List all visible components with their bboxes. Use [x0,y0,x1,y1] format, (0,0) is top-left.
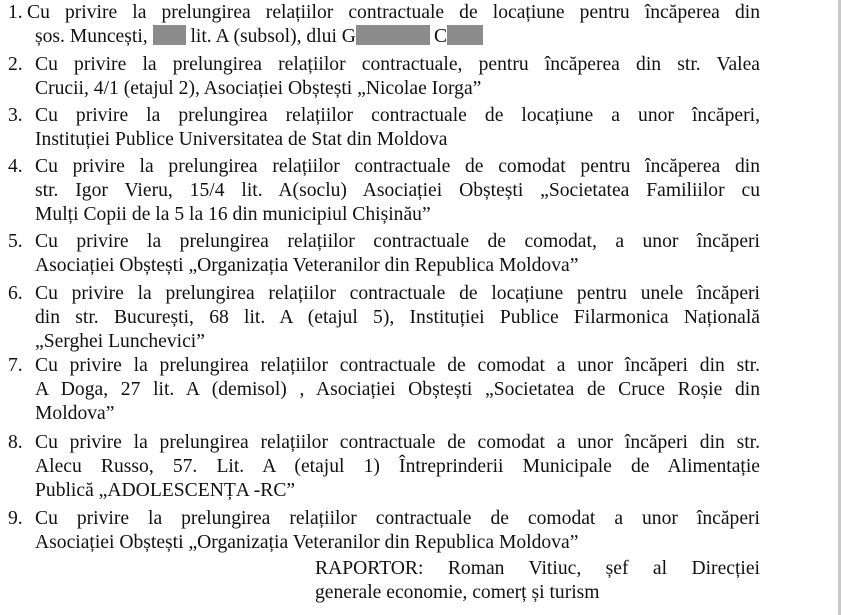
item-number: 6. [8,283,23,304]
item-text-line: „Serghei Lunchevici” [35,330,205,352]
item-text-line: Crucii, 4/1 (etajul 2), Asociației Obștești „Nicolae Iorga” [35,77,482,99]
item-number: 9. [8,508,23,529]
item-number: 7. [8,355,23,376]
item-text-line: Publică „ADOLESCENȚA -RC” [35,479,296,501]
item-number: 3. [8,105,23,126]
item-number: 8. [8,432,23,453]
item-text-line: Cu privire la prelungirea relațiilor contractuale de comodat a unor încăperi din str. [35,432,760,453]
list-item-3 [8,104,760,152]
list-item-7 [8,354,760,426]
item-text-line: Mulți Copii de la 5 la 16 din municipiul Chișinău” [35,203,431,225]
item-text-line: Cu privire la prelungirea relațiilor contractuale de locațiune pentru unele încăperi [35,283,760,304]
redaction-box [356,25,430,45]
item-text-line [8,25,760,49]
item-number: 2. [8,54,23,75]
redaction-box [447,25,483,45]
list-item-4 [8,155,760,227]
raportor-block [315,557,760,605]
list-item-2 [8,53,760,101]
list-item-8 [8,431,760,503]
item-number: 1. [8,2,23,23]
item-text-line: str. Igor Vieru, 15/4 lit. A(soclu) Asociației Obștești „Societatea Familiilor cu [35,179,760,201]
item-text-segment: șos. Muncești, [35,25,153,47]
list-item-6 [8,282,760,354]
raportor-line: RAPORTOR: Roman Vitiuc, șef al Direcției [315,558,760,579]
item-text-segment: lit. A (subsol), dlui G [190,25,356,47]
item-text-line: Cu privire la prelungirea relațiilor contractuale de locațiune a unor încăperi, [35,105,760,126]
item-text-line: Cu privire la prelungirea relațiilor contractuale de comodat, a unor încăperi [35,231,760,252]
item-text-line: din str. București, 68 lit. A (etajul 5), Instituției Publice Filarmonica Națională [35,306,760,328]
list-item-1 [8,1,760,49]
item-number: 4. [8,156,23,177]
item-text-line: Asociației Obștești „Organizația Veteranilor din Republica Moldova” [35,254,579,276]
item-text-line: Cu privire la prelungirea relațiilor contractuale de comodat pentru încăperea din [35,156,760,177]
item-text-line: Instituției Publice Universitatea de Stat din Moldova [35,128,448,150]
item-text-line: Asociației Obștești „Organizația Veteranilor din Republica Moldova” [35,531,579,553]
item-text-line: Moldova” [35,402,115,424]
item-text-line: Cu privire la prelungirea relațiilor contractuale, pentru încăperea din str. Valea [35,54,760,75]
item-text-line: Cu privire la prelungirea relațiilor contractuale de locațiune pentru încăperea din [27,2,760,23]
list-item-9 [8,507,760,555]
item-text-line: A Doga, 27 lit. A (demisol) , Asociației Obștești „Societatea de Cruce Roșie din [35,378,760,400]
redaction-box [153,25,186,45]
item-number: 5. [8,231,23,252]
item-text-line: Cu privire la prelungirea relațiilor contractuale de comodat a unor încăperi [35,508,760,529]
item-text-line: Cu privire la prelungirea relațiilor contractuale de comodat a unor încăperi din str. [35,355,760,376]
list-item-5 [8,230,760,278]
item-text-line: Alecu Russo, 57. Lit. A (etajul 1) Întreprinderii Municipale de Alimentație [35,455,760,477]
raportor-line: generale economie, comerț și turism [315,581,600,603]
item-text-segment: C [433,25,448,47]
